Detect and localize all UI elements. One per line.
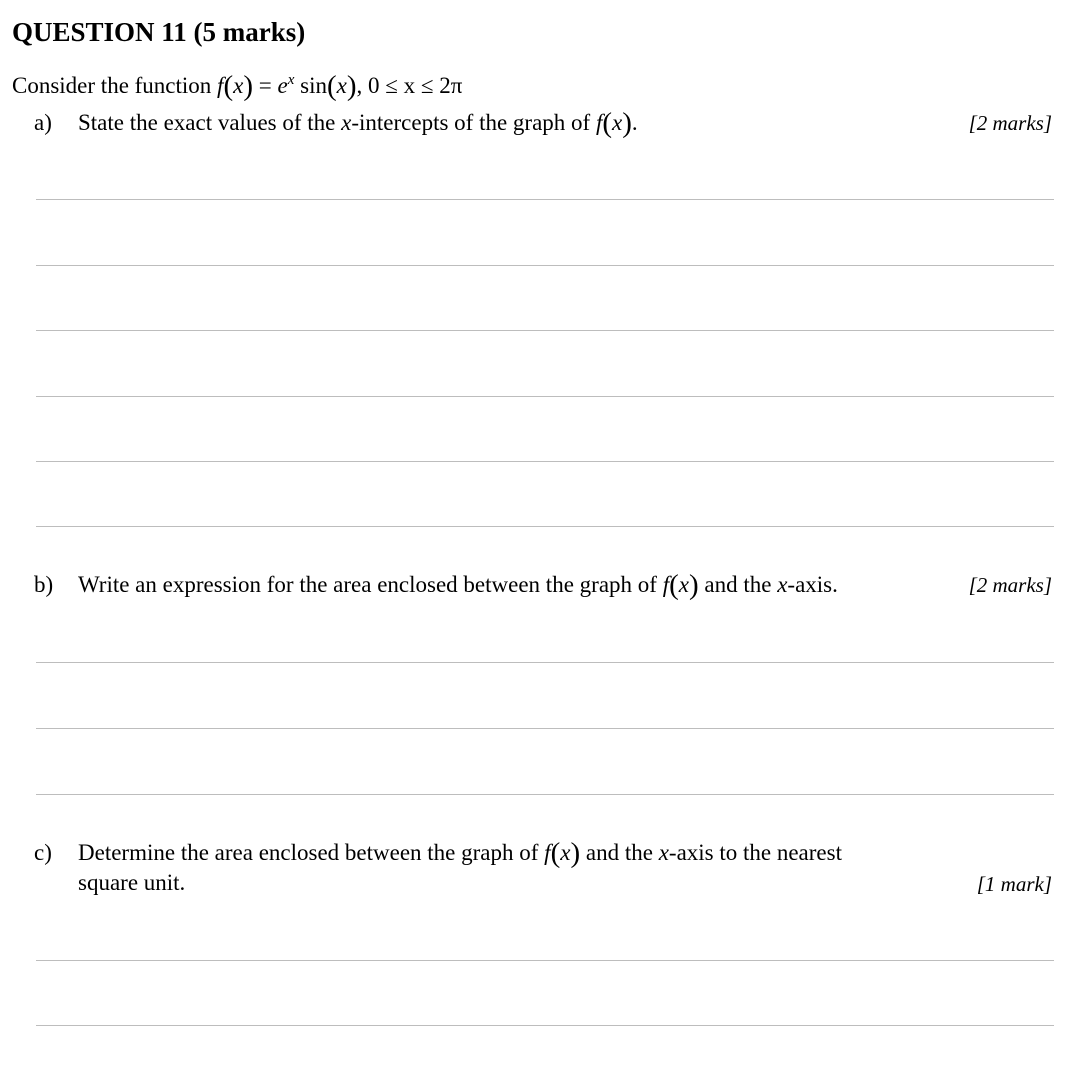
answer-line-a5 <box>36 461 1054 462</box>
part-b-open-paren: ( <box>669 569 679 601</box>
answer-line-a6 <box>36 526 1054 527</box>
exp-power: x <box>287 72 295 88</box>
part-a-prefix: State the exact values of the <box>78 110 342 135</box>
sin-operator: sin <box>294 73 327 98</box>
part-b-marks: [2 marks] <box>968 573 1052 597</box>
part-a-open-paren: ( <box>602 107 613 139</box>
part-b-close-paren: ) <box>688 569 699 601</box>
part-c-mid: and the <box>580 840 659 865</box>
part-a-label: a) <box>34 110 52 135</box>
part-c-end: -axis to the nearest <box>668 840 842 865</box>
answer-line-c1 <box>36 960 1054 961</box>
part-a-fn-var: x <box>612 110 623 135</box>
part-a-var: x <box>341 110 352 135</box>
function-name: f <box>217 73 224 98</box>
function-domain: , 0 ≤ x ≤ 2π <box>356 73 463 98</box>
exp-base: e <box>277 73 288 98</box>
question-title: QUESTION 11 (5 marks) <box>12 17 306 47</box>
part-c-label: c) <box>34 840 52 865</box>
answer-line-a3 <box>36 330 1054 331</box>
part-b-label: b) <box>34 572 54 597</box>
answer-line-a2 <box>36 265 1054 266</box>
part-c-fn-var: x <box>560 840 571 865</box>
part-a-text <box>78 108 638 138</box>
question-intro <box>12 64 462 102</box>
part-a-marks: [2 marks] <box>968 111 1052 135</box>
part-c-prefix: Determine the area enclosed between the graph of <box>78 840 545 865</box>
answer-line-c2 <box>36 1025 1054 1026</box>
sin-close-paren: ) <box>346 70 357 102</box>
intro-prefix: Consider the function <box>12 73 218 98</box>
sin-variable: x <box>336 73 347 98</box>
part-c-text-line2: square unit. <box>78 870 186 895</box>
part-b-prefix: Write an expression for the area enclosed between the graph of <box>78 572 663 597</box>
part-c-marks: [1 mark] <box>976 872 1052 896</box>
part-b-fn-var: x <box>678 572 689 597</box>
part-b-var: x <box>777 572 788 597</box>
part-b-text <box>78 570 838 600</box>
answer-line-a4 <box>36 396 1054 397</box>
part-a-close-paren: ) <box>622 107 632 139</box>
answer-line-b2 <box>36 728 1054 729</box>
part-c-fn: f <box>544 840 551 865</box>
part-c-close-paren: ) <box>570 837 581 869</box>
part-b-mid: and the <box>698 572 778 597</box>
answer-line-a1 <box>36 199 1054 200</box>
part-c-var: x <box>658 840 669 865</box>
answer-line-b1 <box>36 662 1054 663</box>
part-c-open-paren: ( <box>550 837 561 869</box>
close-paren: ) <box>243 70 253 102</box>
answer-line-b3 <box>36 794 1054 795</box>
part-c-text <box>78 838 842 868</box>
part-a-mid: -intercepts of the graph of <box>351 110 596 135</box>
part-b-end: -axis. <box>787 572 838 597</box>
sin-open-paren: ( <box>326 70 337 102</box>
part-a-fn: f <box>595 110 603 135</box>
part-a-end: . <box>631 110 638 135</box>
open-paren: ( <box>223 70 234 102</box>
equals-sign: = <box>253 73 278 98</box>
part-b-fn: f <box>662 572 670 597</box>
function-variable: x <box>233 73 244 98</box>
